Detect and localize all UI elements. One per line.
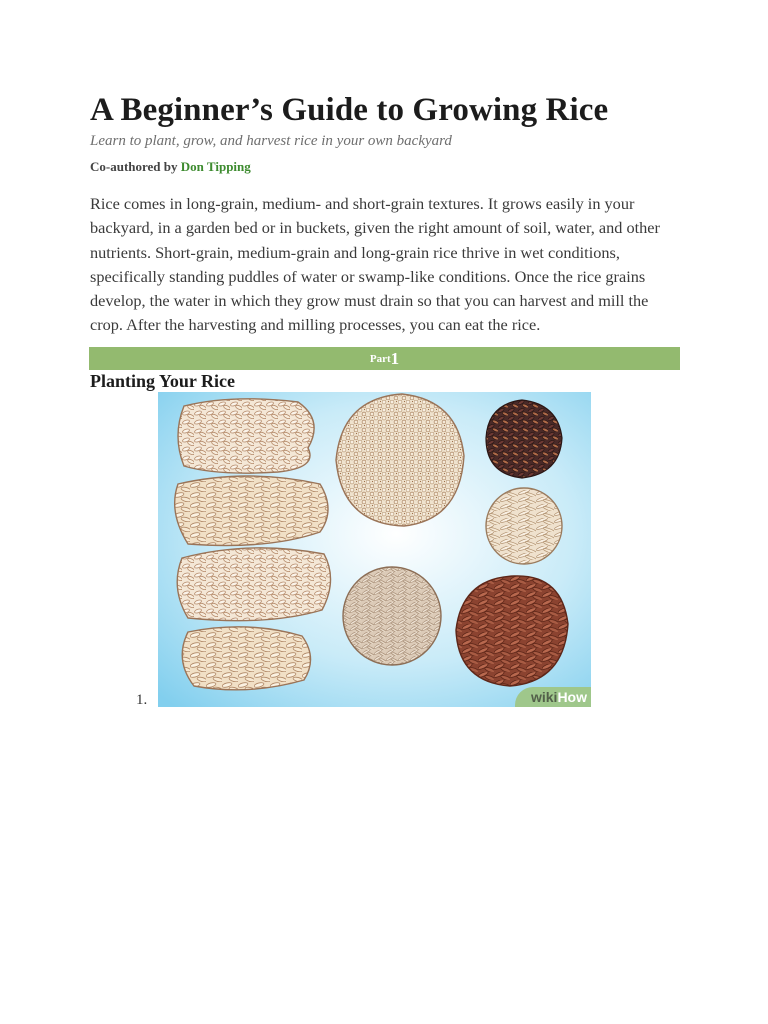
rice-pile-red-long-grain bbox=[456, 576, 568, 686]
part-label: Part bbox=[369, 353, 391, 365]
byline-prefix: Co-authored by bbox=[90, 159, 178, 174]
article-title: A Beginner’s Guide to Growing Rice bbox=[90, 92, 609, 128]
section-title: Planting Your Rice bbox=[90, 371, 236, 391]
rice-pile-medium-grain-third bbox=[177, 548, 330, 621]
byline bbox=[90, 159, 251, 175]
watermark-wiki: wiki bbox=[530, 689, 558, 705]
watermark-how: How bbox=[557, 689, 587, 705]
part-header bbox=[89, 347, 680, 370]
rice-pile-short-grain-top bbox=[178, 399, 314, 473]
intro-paragraph: Rice comes in long-grain, medium- and short-grain textures. It grows easily in your backyard, in a garden bed or in buckets, given the right amount of soil, water, and other nutrients. Short-grain, medium-grain and long-grain rice thrive in wet conditions, specifically standing puddles of water or swamp-like conditions. Once the rice grains develop, the water in which they grow must drain so that you can harvest and mill the crop. After the harvesting and milling processes, you can eat the rice. bbox=[90, 194, 660, 335]
step-number: 1. bbox=[136, 692, 148, 708]
wikihow-watermark bbox=[515, 687, 591, 707]
rice-varieties-illustration bbox=[158, 392, 591, 707]
rice-pile-short-grain-second bbox=[175, 476, 328, 546]
rice-illustration-svg bbox=[158, 392, 591, 707]
rice-pile-medium-grain-bottom bbox=[182, 627, 310, 690]
rice-pile-brown-long-grain bbox=[343, 567, 441, 665]
rice-pile-round-short-grain bbox=[336, 394, 464, 526]
part-number: 1 bbox=[390, 349, 400, 368]
rice-pile-white-long-grain bbox=[486, 488, 562, 564]
article-subtitle: Learn to plant, grow, and harvest rice in your own backyard bbox=[90, 133, 452, 149]
rice-pile-black-rice bbox=[486, 400, 562, 478]
author-link[interactable]: Don Tipping bbox=[180, 159, 251, 174]
